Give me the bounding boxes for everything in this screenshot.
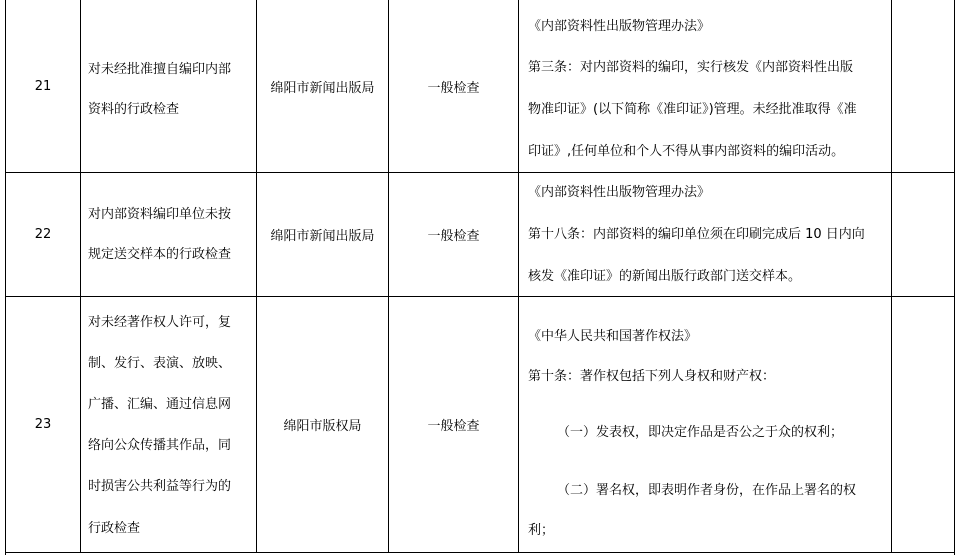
legal-basis-line: 核发《准印证》的新闻出版行政部门送交样本。 xyxy=(528,269,802,284)
table-border-right xyxy=(954,0,955,555)
legal-basis-line: 第十条：著作权包括下列人身权和财产权： xyxy=(528,369,776,384)
inspection-type: 一般检查 xyxy=(427,419,480,434)
legal-basis-line: 《内部资料性出版物管理办法》 xyxy=(528,19,711,34)
legal-basis-line: （二）署名权，即表明作者身份，在作品上署名的权 xyxy=(557,483,857,498)
department: 绵阳市新闻出版局 xyxy=(270,229,375,244)
legal-basis-line: 印证》,任何单位和个人不得从事内部资料的编印活动。 xyxy=(528,144,845,159)
legal-basis-line: （一）发表权，即决定作品是否公之于众的权利； xyxy=(557,425,844,440)
legal-basis-line: 第三条：对内部资料的编印，实行核发《内部资料性出版 xyxy=(528,60,854,75)
inspection-type: 一般检查 xyxy=(427,229,480,244)
inspection-item-line: 广播、汇编、通过信息网 xyxy=(88,397,232,412)
legal-basis-line: 《中华人民共和国著作权法》 xyxy=(528,329,698,344)
legal-basis-cell xyxy=(519,173,891,296)
legal-basis-line: 第十八条：内部资料的编印单位须在印刷完成后 10 日内向 xyxy=(528,227,865,242)
department: 绵阳市版权局 xyxy=(283,419,362,434)
inspection-item-cell xyxy=(81,0,256,172)
inspection-item-line: 对未经著作权人许可，复 xyxy=(88,315,232,330)
row-number: 22 xyxy=(34,227,52,242)
inspection-item-line: 络向公众传播其作品，同 xyxy=(88,438,232,453)
legal-basis-cell xyxy=(519,0,891,172)
department: 绵阳市新闻出版局 xyxy=(270,80,375,96)
table-border-bottom xyxy=(5,552,954,553)
inspection-item-line: 资料的行政检查 xyxy=(88,102,180,117)
inspection-item-line: 规定送交样本的行政检查 xyxy=(88,247,232,262)
inspection-item-line: 对未经批准擅自编印内部 xyxy=(88,62,232,77)
inspection-item-line: 时损害公共利益等行为的 xyxy=(88,479,232,494)
row-number: 23 xyxy=(34,417,52,432)
inspection-item-line: 行政检查 xyxy=(88,521,141,536)
inspection-item-cell xyxy=(81,297,256,552)
inspection-item-cell xyxy=(81,173,256,296)
inspection-type: 一般检查 xyxy=(427,80,480,96)
inspection-item-line: 对内部资料编印单位未按 xyxy=(88,207,232,222)
legal-basis-line: 利； xyxy=(528,523,555,538)
legal-basis-line: 物准印证》(以下简称《准印证》)管理。未经批准取得《准 xyxy=(528,102,857,117)
legal-basis-cell xyxy=(519,297,891,552)
row-number: 21 xyxy=(34,78,52,94)
column-divider xyxy=(891,0,892,552)
inspection-item-line: 制、发行、表演、放映、 xyxy=(88,356,232,371)
legal-basis-line: 《内部资料性出版物管理办法》 xyxy=(528,185,711,200)
